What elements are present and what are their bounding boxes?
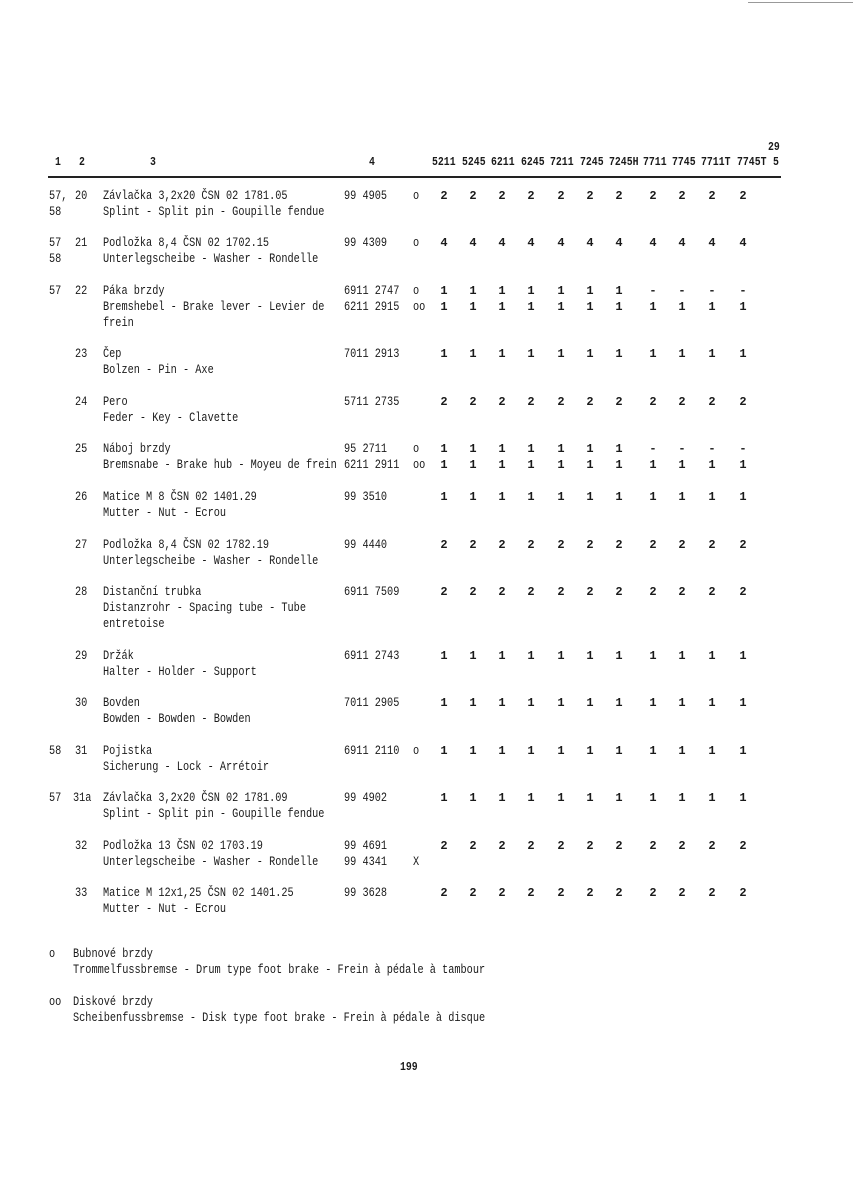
header-model-col: 6211 [491, 155, 515, 169]
quantity-cell: 2 [615, 886, 623, 900]
quantity-cell: 1 [586, 284, 594, 298]
part-name-translations: Halter - Holder - Support [103, 665, 257, 679]
quantity-cell: 2 [557, 839, 565, 853]
quantity-cell: 2 [739, 538, 747, 552]
quantity-cell-alt: 1 [527, 300, 535, 314]
part-name-translations: Feder - Key - Clavette [103, 411, 239, 425]
quantity-cell: 1 [708, 649, 716, 663]
part-number-alt: 6211 2911 [344, 458, 400, 472]
quantity-cell: 1 [586, 347, 594, 361]
position-number: 22 [75, 284, 88, 298]
quantity-cell: 1 [440, 696, 448, 710]
quantity-cell: 2 [557, 585, 565, 599]
header-model-col: 6245 [521, 155, 545, 169]
quantity-cell: 1 [527, 649, 535, 663]
quantity-cell-alt: 1 [678, 300, 686, 314]
quantity-cell: 1 [649, 347, 657, 361]
position-number: 32 [75, 839, 88, 853]
quantity-cell: 1 [527, 791, 535, 805]
brake-type-mark: o [413, 284, 420, 298]
quantity-cell: 2 [469, 189, 477, 203]
quantity-cell: 1 [440, 347, 448, 361]
quantity-cell: 1 [527, 284, 535, 298]
quantity-cell: 2 [649, 839, 657, 853]
quantity-cell: 1 [739, 649, 747, 663]
quantity-cell: 1 [615, 744, 623, 758]
quantity-cell: 1 [678, 649, 686, 663]
quantity-cell: 1 [586, 744, 594, 758]
part-number: 6911 7509 [344, 585, 400, 599]
quantity-cell: 1 [498, 490, 506, 504]
quantity-cell-alt: 1 [469, 458, 477, 472]
quantity-cell: 2 [440, 585, 448, 599]
quantity-cell: 1 [678, 696, 686, 710]
part-name-translations: Bremshebel - Brake lever - Levier de [103, 300, 325, 314]
quantity-cell: 1 [708, 490, 716, 504]
quantity-cell: - [649, 442, 657, 456]
quantity-cell: 1 [586, 649, 594, 663]
quantity-cell: 1 [615, 490, 623, 504]
quantity-cell: 1 [649, 490, 657, 504]
position-number: 30 [75, 696, 88, 710]
quantity-cell: 1 [678, 791, 686, 805]
quantity-cell: 1 [678, 490, 686, 504]
position-number: 33 [75, 886, 88, 900]
part-name-translations: Unterlegscheibe - Washer - Rondelle [103, 855, 319, 869]
position-number: 31a [73, 791, 92, 805]
header-model-col: 7711 [643, 155, 667, 169]
quantity-cell: 2 [678, 538, 686, 552]
quantity-cell: 1 [739, 744, 747, 758]
quantity-cell: 2 [557, 538, 565, 552]
part-name-translations: Bremsnabe - Brake hub - Moyeu de frein [103, 458, 337, 472]
header-model-col: 7745T [737, 155, 767, 169]
quantity-cell: 1 [708, 744, 716, 758]
quantity-cell: 2 [440, 189, 448, 203]
quantity-cell: 2 [739, 839, 747, 853]
quantity-cell: 1 [469, 744, 477, 758]
quantity-cell: 2 [649, 585, 657, 599]
position-number: 21 [75, 236, 88, 250]
quantity-cell: 2 [557, 189, 565, 203]
quantity-cell: 1 [469, 696, 477, 710]
quantity-cell: 1 [586, 442, 594, 456]
quantity-cell: - [708, 442, 716, 456]
quantity-cell: 1 [557, 442, 565, 456]
quantity-cell: 1 [440, 284, 448, 298]
part-name-translations: Unterlegscheibe - Washer - Rondelle [103, 252, 319, 266]
quantity-cell: 2 [527, 538, 535, 552]
part-name-translations-cont: frein [103, 316, 134, 330]
position-number: 24 [75, 395, 88, 409]
part-name-czech: Podložka 13 ČSN 02 1703.19 [103, 839, 263, 853]
quantity-cell: 2 [708, 538, 716, 552]
part-name-czech: Matice M 8 ČSN 02 1401.29 [103, 490, 257, 504]
part-name-czech: Podložka 8,4 ČSN 02 1782.19 [103, 538, 270, 552]
quantity-cell: 1 [649, 744, 657, 758]
quantity-cell: 2 [527, 189, 535, 203]
quantity-cell: 1 [678, 744, 686, 758]
part-name-translations: Sicherung - Lock - Arrétoir [103, 760, 270, 774]
quantity-cell: 2 [557, 886, 565, 900]
quantity-cell: 2 [615, 585, 623, 599]
quantity-cell: 1 [498, 284, 506, 298]
quantity-cell-alt: 1 [586, 458, 594, 472]
header-model-col: 7211 [550, 155, 574, 169]
quantity-cell: - [649, 284, 657, 298]
figure-ref: 57 [49, 791, 62, 805]
quantity-cell: 2 [708, 189, 716, 203]
quantity-cell: 2 [586, 395, 594, 409]
quantity-cell: - [678, 442, 686, 456]
quantity-cell: 2 [678, 585, 686, 599]
header-col-1: 1 [55, 155, 61, 169]
quantity-cell: 1 [708, 347, 716, 361]
quantity-cell: 2 [739, 585, 747, 599]
quantity-cell-alt: 1 [440, 458, 448, 472]
part-name-translations-cont: entretoise [103, 617, 165, 631]
part-number: 7011 2913 [344, 347, 400, 361]
quantity-cell: 1 [739, 696, 747, 710]
brake-type-mark-alt: oo [413, 300, 426, 314]
quantity-cell: 1 [440, 490, 448, 504]
quantity-cell-alt: 1 [649, 300, 657, 314]
quantity-cell: 2 [498, 538, 506, 552]
position-number: 27 [75, 538, 88, 552]
quantity-cell: 2 [615, 538, 623, 552]
quantity-cell: 2 [440, 395, 448, 409]
quantity-cell: - [708, 284, 716, 298]
header-model-col: 7711T [701, 155, 731, 169]
quantity-cell: 1 [498, 347, 506, 361]
quantity-cell: 1 [469, 490, 477, 504]
header-model-col: 7245 [580, 155, 604, 169]
quantity-cell: 1 [557, 347, 565, 361]
quantity-cell: 4 [557, 236, 565, 250]
header-model-col: 7745 [672, 155, 696, 169]
part-number-alt: 99 4341 [344, 855, 388, 869]
part-name-czech: Pero [103, 395, 128, 409]
quantity-cell: 4 [586, 236, 594, 250]
quantity-cell: 1 [498, 649, 506, 663]
quantity-cell: 1 [440, 442, 448, 456]
quantity-cell: 1 [586, 490, 594, 504]
quantity-cell: 2 [586, 886, 594, 900]
footnote-symbol: oo [49, 995, 62, 1009]
header-top-right-label: 29 [768, 140, 780, 154]
quantity-cell: 2 [469, 886, 477, 900]
quantity-cell: 2 [498, 886, 506, 900]
part-name-czech: Čep [103, 347, 122, 361]
quantity-cell: 2 [615, 189, 623, 203]
quantity-cell: 1 [708, 791, 716, 805]
part-name-czech: Páka brzdy [103, 284, 165, 298]
quantity-cell: 2 [615, 395, 623, 409]
part-number: 95 2711 [344, 442, 388, 456]
position-number: 28 [75, 585, 88, 599]
quantity-cell: 2 [469, 585, 477, 599]
quantity-cell: 4 [498, 236, 506, 250]
figure-ref: 57 [49, 284, 62, 298]
quantity-cell-alt: 1 [440, 300, 448, 314]
quantity-cell: 2 [440, 538, 448, 552]
quantity-cell: 2 [678, 839, 686, 853]
quantity-cell-alt: 1 [649, 458, 657, 472]
footnote-title: Bubnové brzdy [73, 947, 153, 961]
figure-ref: 58 [49, 744, 62, 758]
quantity-cell: 1 [440, 791, 448, 805]
part-number: 99 4691 [344, 839, 388, 853]
part-name-czech: Držák [103, 649, 134, 663]
footnote-text: Trommelfussbremse - Drum type foot brake - Frein à pédale à tambour [73, 963, 486, 977]
part-name-translations: Unterlegscheibe - Washer - Rondelle [103, 554, 319, 568]
part-number: 5711 2735 [344, 395, 400, 409]
position-number: 29 [75, 649, 88, 663]
quantity-cell: 2 [527, 886, 535, 900]
quantity-cell: 1 [615, 791, 623, 805]
part-number: 99 4309 [344, 236, 388, 250]
quantity-cell: 2 [708, 585, 716, 599]
brake-type-mark: o [413, 442, 420, 456]
quantity-cell: - [739, 442, 747, 456]
quantity-cell: 1 [469, 284, 477, 298]
position-number: 20 [75, 189, 88, 203]
quantity-cell: 2 [469, 538, 477, 552]
quantity-cell: 2 [649, 189, 657, 203]
quantity-cell: 2 [586, 189, 594, 203]
quantity-cell: - [678, 284, 686, 298]
quantity-cell: 2 [708, 839, 716, 853]
quantity-cell: 2 [527, 585, 535, 599]
quantity-cell: 2 [527, 395, 535, 409]
quantity-cell-alt: 1 [557, 300, 565, 314]
part-name-translations: Splint - Split pin - Goupille fendue [103, 807, 325, 821]
quantity-cell: 1 [469, 791, 477, 805]
quantity-cell-alt: 1 [469, 300, 477, 314]
quantity-cell: 2 [649, 538, 657, 552]
part-number-alt: 6211 2915 [344, 300, 400, 314]
part-name-czech: Matice M 12x1,25 ČSN 02 1401.25 [103, 886, 294, 900]
part-name-translations: Bolzen - Pin - Axe [103, 363, 214, 377]
part-number: 99 3628 [344, 886, 388, 900]
quantity-cell: 2 [649, 886, 657, 900]
quantity-cell: 4 [615, 236, 623, 250]
part-name-czech: Náboj brzdy [103, 442, 171, 456]
header-model-col: 5245 [462, 155, 486, 169]
quantity-cell: 1 [498, 744, 506, 758]
figure-ref-2: 58 [49, 205, 62, 219]
figure-ref: 57 [49, 236, 62, 250]
quantity-cell: 1 [586, 696, 594, 710]
page-number: 199 [400, 1060, 418, 1074]
quantity-cell-alt: 1 [739, 458, 747, 472]
quantity-cell: 2 [586, 585, 594, 599]
quantity-cell: 2 [739, 395, 747, 409]
quantity-cell: 1 [527, 490, 535, 504]
part-name-translations: Distanzrohr - Spacing tube - Tube [103, 601, 306, 615]
header-model-col: 5211 [432, 155, 456, 169]
quantity-cell: 1 [615, 284, 623, 298]
part-name-translations: Splint - Split pin - Goupille fendue [103, 205, 325, 219]
quantity-cell: 1 [557, 490, 565, 504]
brake-type-mark: o [413, 189, 420, 203]
position-number: 25 [75, 442, 88, 456]
quantity-cell: 2 [708, 395, 716, 409]
part-number: 99 3510 [344, 490, 388, 504]
quantity-cell-alt: 1 [498, 300, 506, 314]
quantity-cell: 2 [440, 839, 448, 853]
quantity-cell: 1 [615, 442, 623, 456]
part-name-czech: Podložka 8,4 ČSN 02 1702.15 [103, 236, 270, 250]
part-number: 7011 2905 [344, 696, 400, 710]
quantity-cell: 1 [739, 490, 747, 504]
quantity-cell: 1 [498, 696, 506, 710]
quantity-cell: 2 [586, 538, 594, 552]
part-name-translations: Mutter - Nut - Ecrou [103, 902, 227, 916]
quantity-cell: 4 [649, 236, 657, 250]
quantity-cell: 2 [586, 839, 594, 853]
quantity-cell-alt: 1 [739, 300, 747, 314]
quantity-cell: 2 [739, 886, 747, 900]
quantity-cell: 4 [469, 236, 477, 250]
quantity-cell: 2 [678, 886, 686, 900]
quantity-cell: 2 [498, 395, 506, 409]
quantity-cell: 2 [498, 189, 506, 203]
quantity-cell-alt: 1 [527, 458, 535, 472]
quantity-cell: 1 [440, 649, 448, 663]
quantity-cell: 2 [469, 839, 477, 853]
quantity-cell: 1 [469, 649, 477, 663]
quantity-cell-alt: 1 [615, 300, 623, 314]
quantity-cell: 4 [678, 236, 686, 250]
header-model-col: 7245H [609, 155, 639, 169]
header-col-5: 5 [773, 155, 779, 169]
quantity-cell-alt: 1 [615, 458, 623, 472]
quantity-cell-alt: 1 [557, 458, 565, 472]
quantity-cell: 1 [615, 696, 623, 710]
quantity-cell: 4 [527, 236, 535, 250]
part-name-czech: Závlačka 3,2x20 ČSN 02 1781.05 [103, 189, 288, 203]
quantity-cell: 1 [649, 649, 657, 663]
header-col-2: 2 [79, 155, 85, 169]
position-number: 26 [75, 490, 88, 504]
brake-type-mark-alt: X [413, 855, 420, 869]
quantity-cell: 2 [615, 839, 623, 853]
quantity-cell: 2 [498, 585, 506, 599]
header-col-4: 4 [369, 155, 375, 169]
quantity-cell: 1 [708, 696, 716, 710]
brake-type-mark: o [413, 744, 420, 758]
quantity-cell: 4 [440, 236, 448, 250]
header-col-3: 3 [150, 155, 156, 169]
quantity-cell: 1 [615, 649, 623, 663]
part-name-czech: Pojistka [103, 744, 153, 758]
quantity-cell: 2 [708, 886, 716, 900]
quantity-cell: 1 [527, 442, 535, 456]
quantity-cell: 1 [557, 791, 565, 805]
position-number: 23 [75, 347, 88, 361]
quantity-cell: 1 [527, 744, 535, 758]
top-edge-rule [748, 2, 853, 3]
quantity-cell: 2 [527, 839, 535, 853]
quantity-cell: 1 [469, 347, 477, 361]
quantity-cell: 1 [586, 791, 594, 805]
quantity-cell-alt: 1 [708, 458, 716, 472]
quantity-cell-alt: 1 [708, 300, 716, 314]
quantity-cell-alt: 1 [586, 300, 594, 314]
position-number: 31 [75, 744, 88, 758]
quantity-cell: 2 [739, 189, 747, 203]
part-number: 6911 2743 [344, 649, 400, 663]
quantity-cell: - [739, 284, 747, 298]
quantity-cell: 1 [498, 791, 506, 805]
quantity-cell: 1 [527, 347, 535, 361]
quantity-cell: 2 [440, 886, 448, 900]
part-name-czech: Distanční trubka [103, 585, 202, 599]
part-name-czech: Závlačka 3,2x20 ČSN 02 1781.09 [103, 791, 288, 805]
quantity-cell: 2 [557, 395, 565, 409]
quantity-cell: 1 [527, 696, 535, 710]
figure-ref: 57, [49, 189, 68, 203]
footnote-title: Diskové brzdy [73, 995, 153, 1009]
footnote-symbol: o [49, 947, 56, 961]
quantity-cell: 2 [678, 395, 686, 409]
part-number: 6911 2110 [344, 744, 400, 758]
quantity-cell: 1 [649, 791, 657, 805]
quantity-cell: 1 [615, 347, 623, 361]
quantity-cell: 4 [739, 236, 747, 250]
quantity-cell: 1 [739, 791, 747, 805]
part-name-translations: Bowden - Bowden - Bowden [103, 712, 251, 726]
quantity-cell: 1 [739, 347, 747, 361]
quantity-cell: 1 [440, 744, 448, 758]
part-number: 6911 2747 [344, 284, 400, 298]
brake-type-mark: o [413, 236, 420, 250]
quantity-cell: 1 [557, 696, 565, 710]
quantity-cell: 1 [557, 284, 565, 298]
quantity-cell: 1 [557, 649, 565, 663]
quantity-cell: 1 [557, 744, 565, 758]
part-number: 99 4902 [344, 791, 388, 805]
quantity-cell: 1 [498, 442, 506, 456]
part-number: 99 4905 [344, 189, 388, 203]
quantity-cell: 2 [678, 189, 686, 203]
quantity-cell-alt: 1 [678, 458, 686, 472]
footnote-text: Scheibenfussbremse - Disk type foot brake - Frein à pédale à disque [73, 1011, 486, 1025]
quantity-cell: 1 [469, 442, 477, 456]
header-rule [48, 176, 781, 178]
quantity-cell: 1 [649, 696, 657, 710]
quantity-cell: 2 [469, 395, 477, 409]
quantity-cell: 2 [498, 839, 506, 853]
brake-type-mark-alt: oo [413, 458, 426, 472]
part-number: 99 4440 [344, 538, 388, 552]
quantity-cell: 2 [649, 395, 657, 409]
figure-ref-2: 58 [49, 252, 62, 266]
quantity-cell: 4 [708, 236, 716, 250]
quantity-cell: 1 [678, 347, 686, 361]
quantity-cell-alt: 1 [498, 458, 506, 472]
part-name-czech: Bovden [103, 696, 140, 710]
part-name-translations: Mutter - Nut - Ecrou [103, 506, 227, 520]
